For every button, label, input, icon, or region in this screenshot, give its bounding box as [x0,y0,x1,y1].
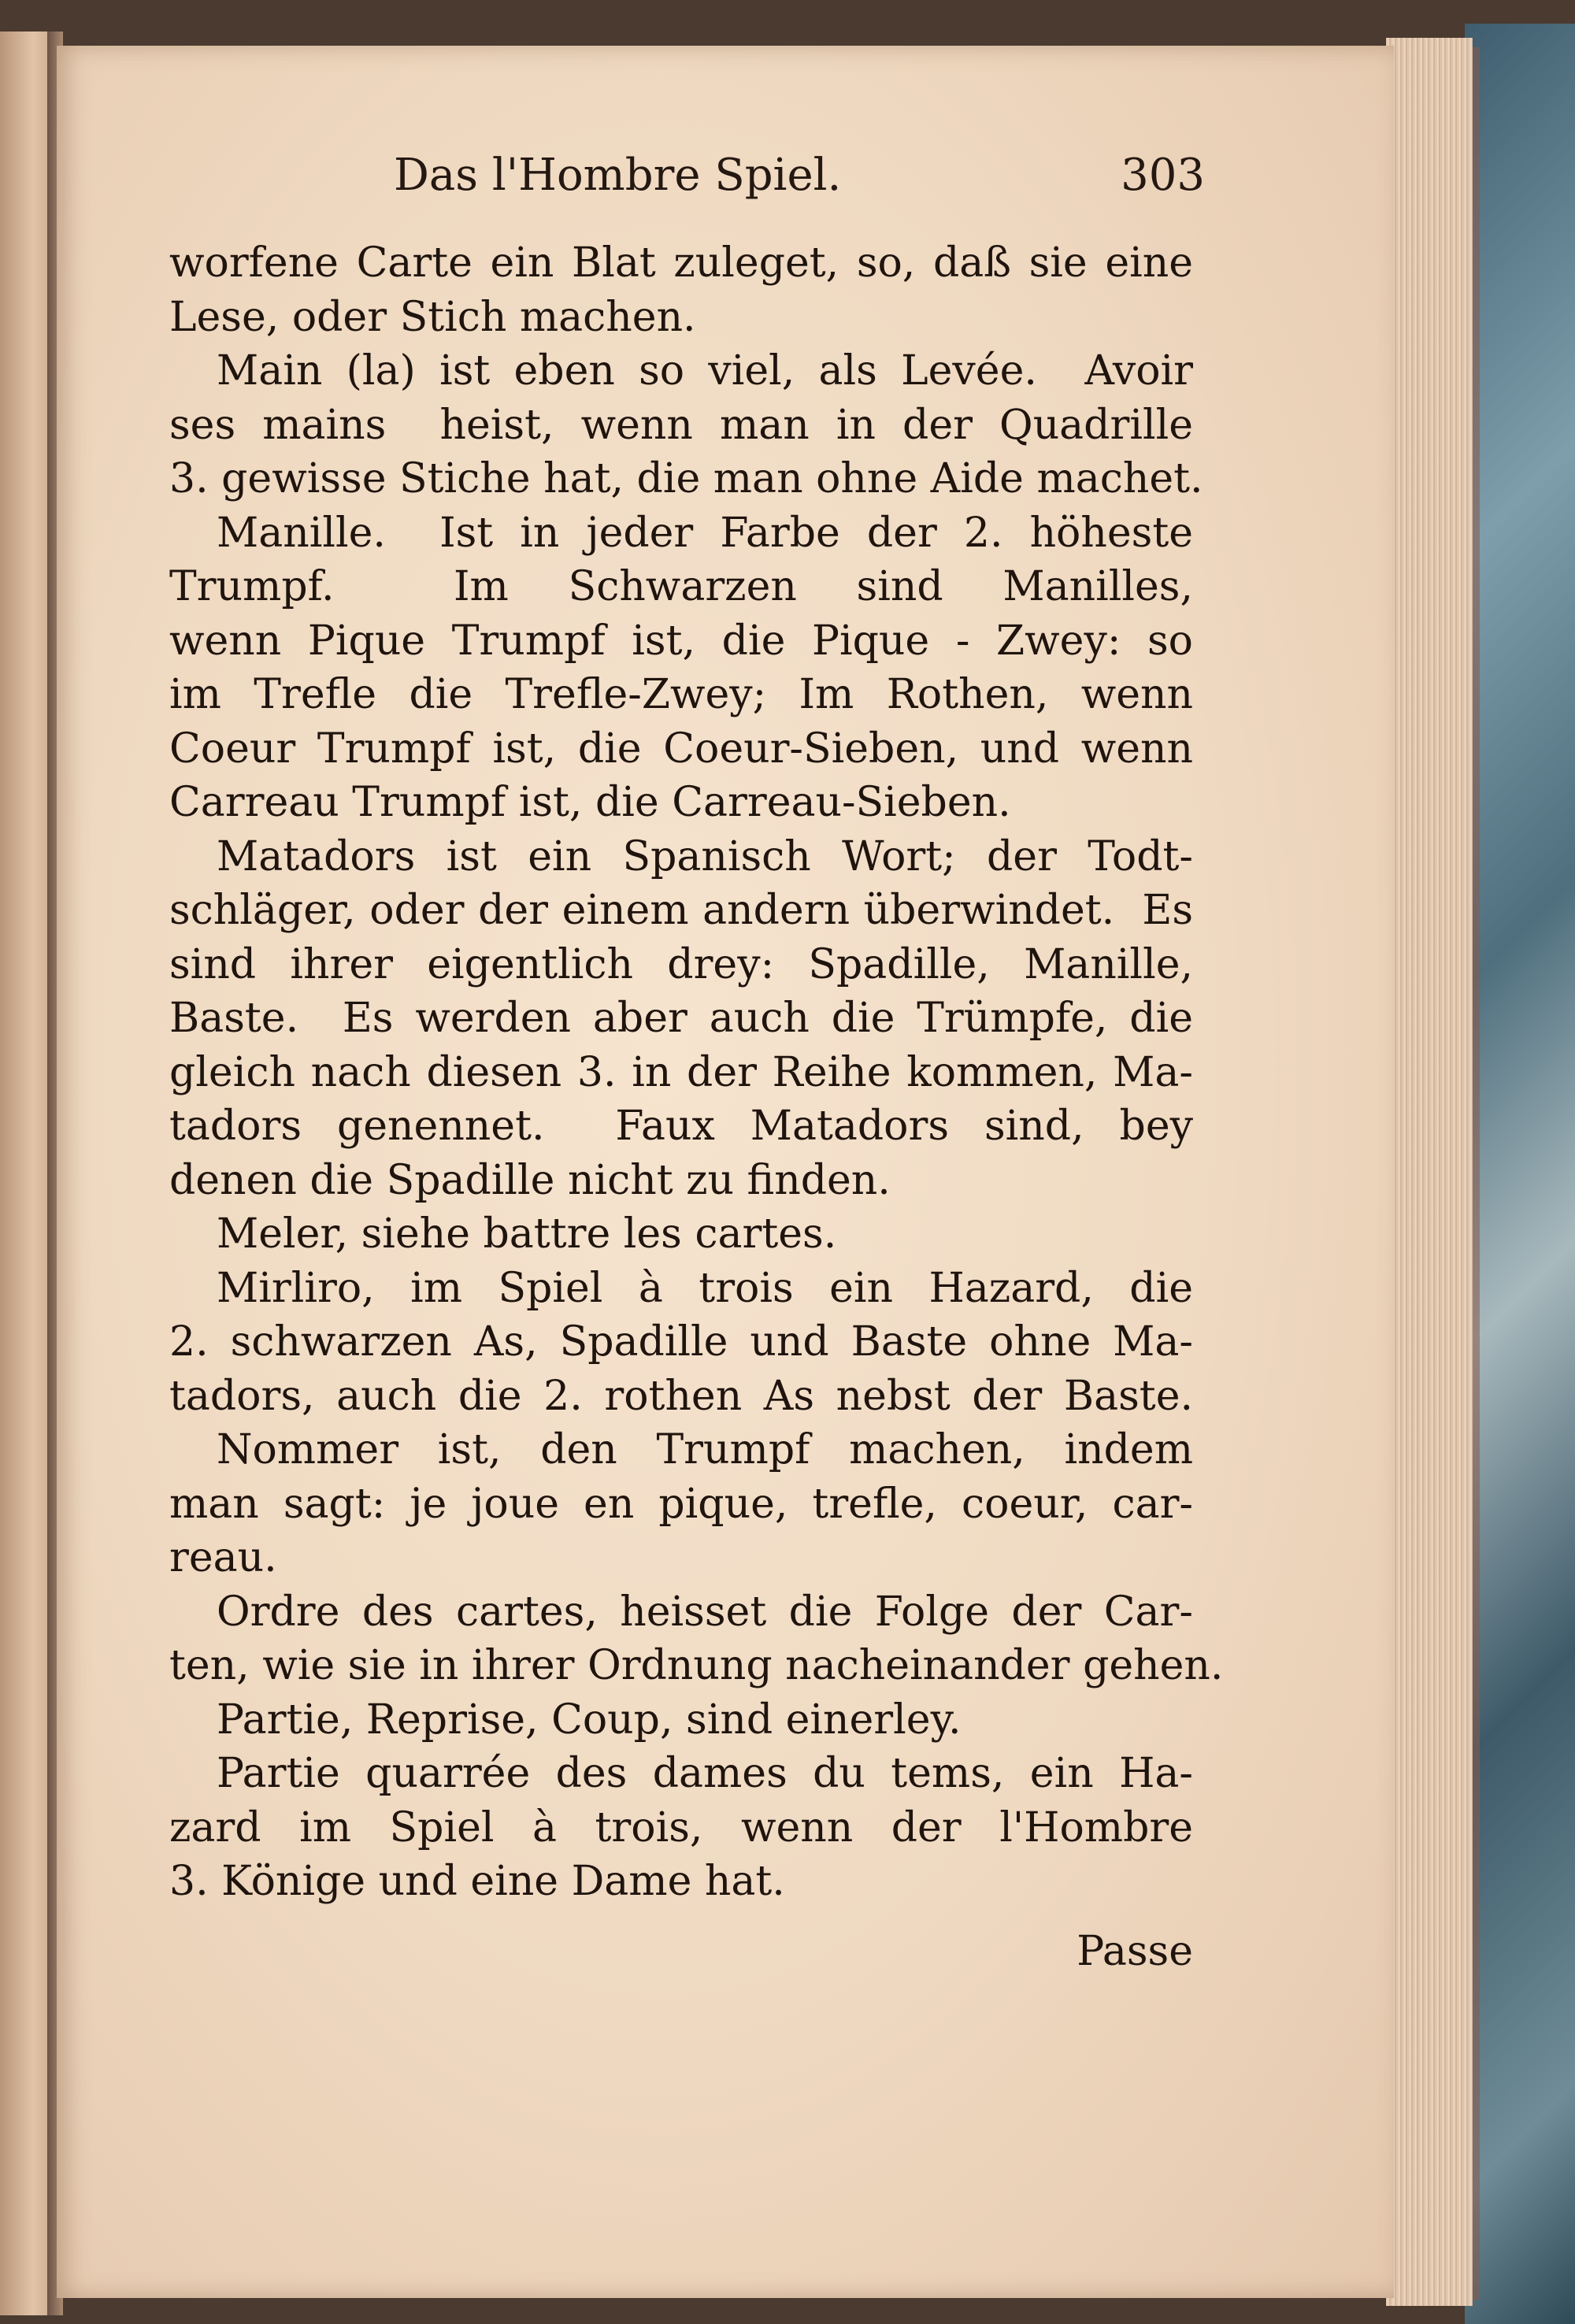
text-line: gleich nach diesen 3. in der Reihe kommen, Ma- [169,1048,1193,1096]
running-header [394,150,1205,221]
text-line: denen die Spadille nicht zu finden. [169,1156,891,1204]
text-line: sind ihrer eigentlich drey: Spadille, Manille, [169,940,1193,988]
marbled-cover [1465,24,1575,2324]
text-line: Carreau Trumpf ist, die Carreau-Sieben. [169,779,1011,826]
text-line: Trumpf. Im Schwarzen sind Manilles, [169,563,1193,610]
text-line: Nommer ist, den Trumpf machen, indem [217,1426,1193,1473]
catchword: Passe [1077,1927,1193,1975]
text-line: Ordre des cartes, heisset die Folge der Car- [217,1588,1193,1636]
text-line: Partie quarrée des dames du tems, ein Ha- [217,1750,1193,1797]
running-title: Das l'Hombre Spiel. [394,150,842,201]
text-line: zard im Spiel à trois, wenn der l'Hombre [169,1803,1193,1851]
text-line: im Trefle die Trefle-Zwey; Im Rothen, wenn [169,671,1193,718]
text-line: Baste. Es werden aber auch die Trümpfe, die [169,995,1193,1042]
text-line: ses mains heist, wenn man in der Quadrille [169,401,1193,449]
page-number: 303 [1121,150,1205,201]
text-line: 2. schwarzen As, Spadille und Baste ohne Ma- [169,1318,1193,1366]
text-line: Matadors ist ein Spanisch Wort; der Todt- [217,832,1193,880]
text-line: Mirliro, im Spiel à trois ein Hazard, die [217,1264,1193,1312]
text-line: 3. Könige und eine Dame hat. [169,1858,785,1905]
page-edges [1386,38,1473,2306]
text-line: Lese, oder Stich machen. [169,293,696,341]
text-line: Manille. Ist in jeder Farbe der 2. höheste [217,509,1193,557]
text-line: schläger, oder der einem andern überwindet. Es [169,887,1193,934]
text-line: reau. [169,1534,277,1581]
text-line: Main (la) ist eben so viel, als Levée. Avoir [217,347,1193,395]
text-line: tadors genennet. Faux Matadors sind, bey [169,1103,1193,1150]
text-line: tadors, auch die 2. rothen As nebst der Baste. [169,1372,1193,1420]
text-line: worfene Carte ein Blat zuleget, so, daß sie eine [169,239,1193,287]
text-line: man sagt: je joue en pique, trefle, coeur, car- [169,1480,1193,1528]
text-line: Coeur Trumpf ist, die Coeur-Sieben, und wenn [169,725,1193,773]
text-line: wenn Pique Trumpf ist, die Pique - Zwey: so [169,617,1193,665]
text-line: 3. gewisse Stiche hat, die man ohne Aide machet. [169,455,1203,502]
body-text [169,236,1224,1978]
text-line: ten, wie sie in ihrer Ordnung nacheinander gehen. [169,1642,1224,1689]
text-line: Partie, Reprise, Coup, sind einerley. [217,1696,962,1744]
text-line: Meler, siehe battre les cartes. [217,1210,837,1258]
